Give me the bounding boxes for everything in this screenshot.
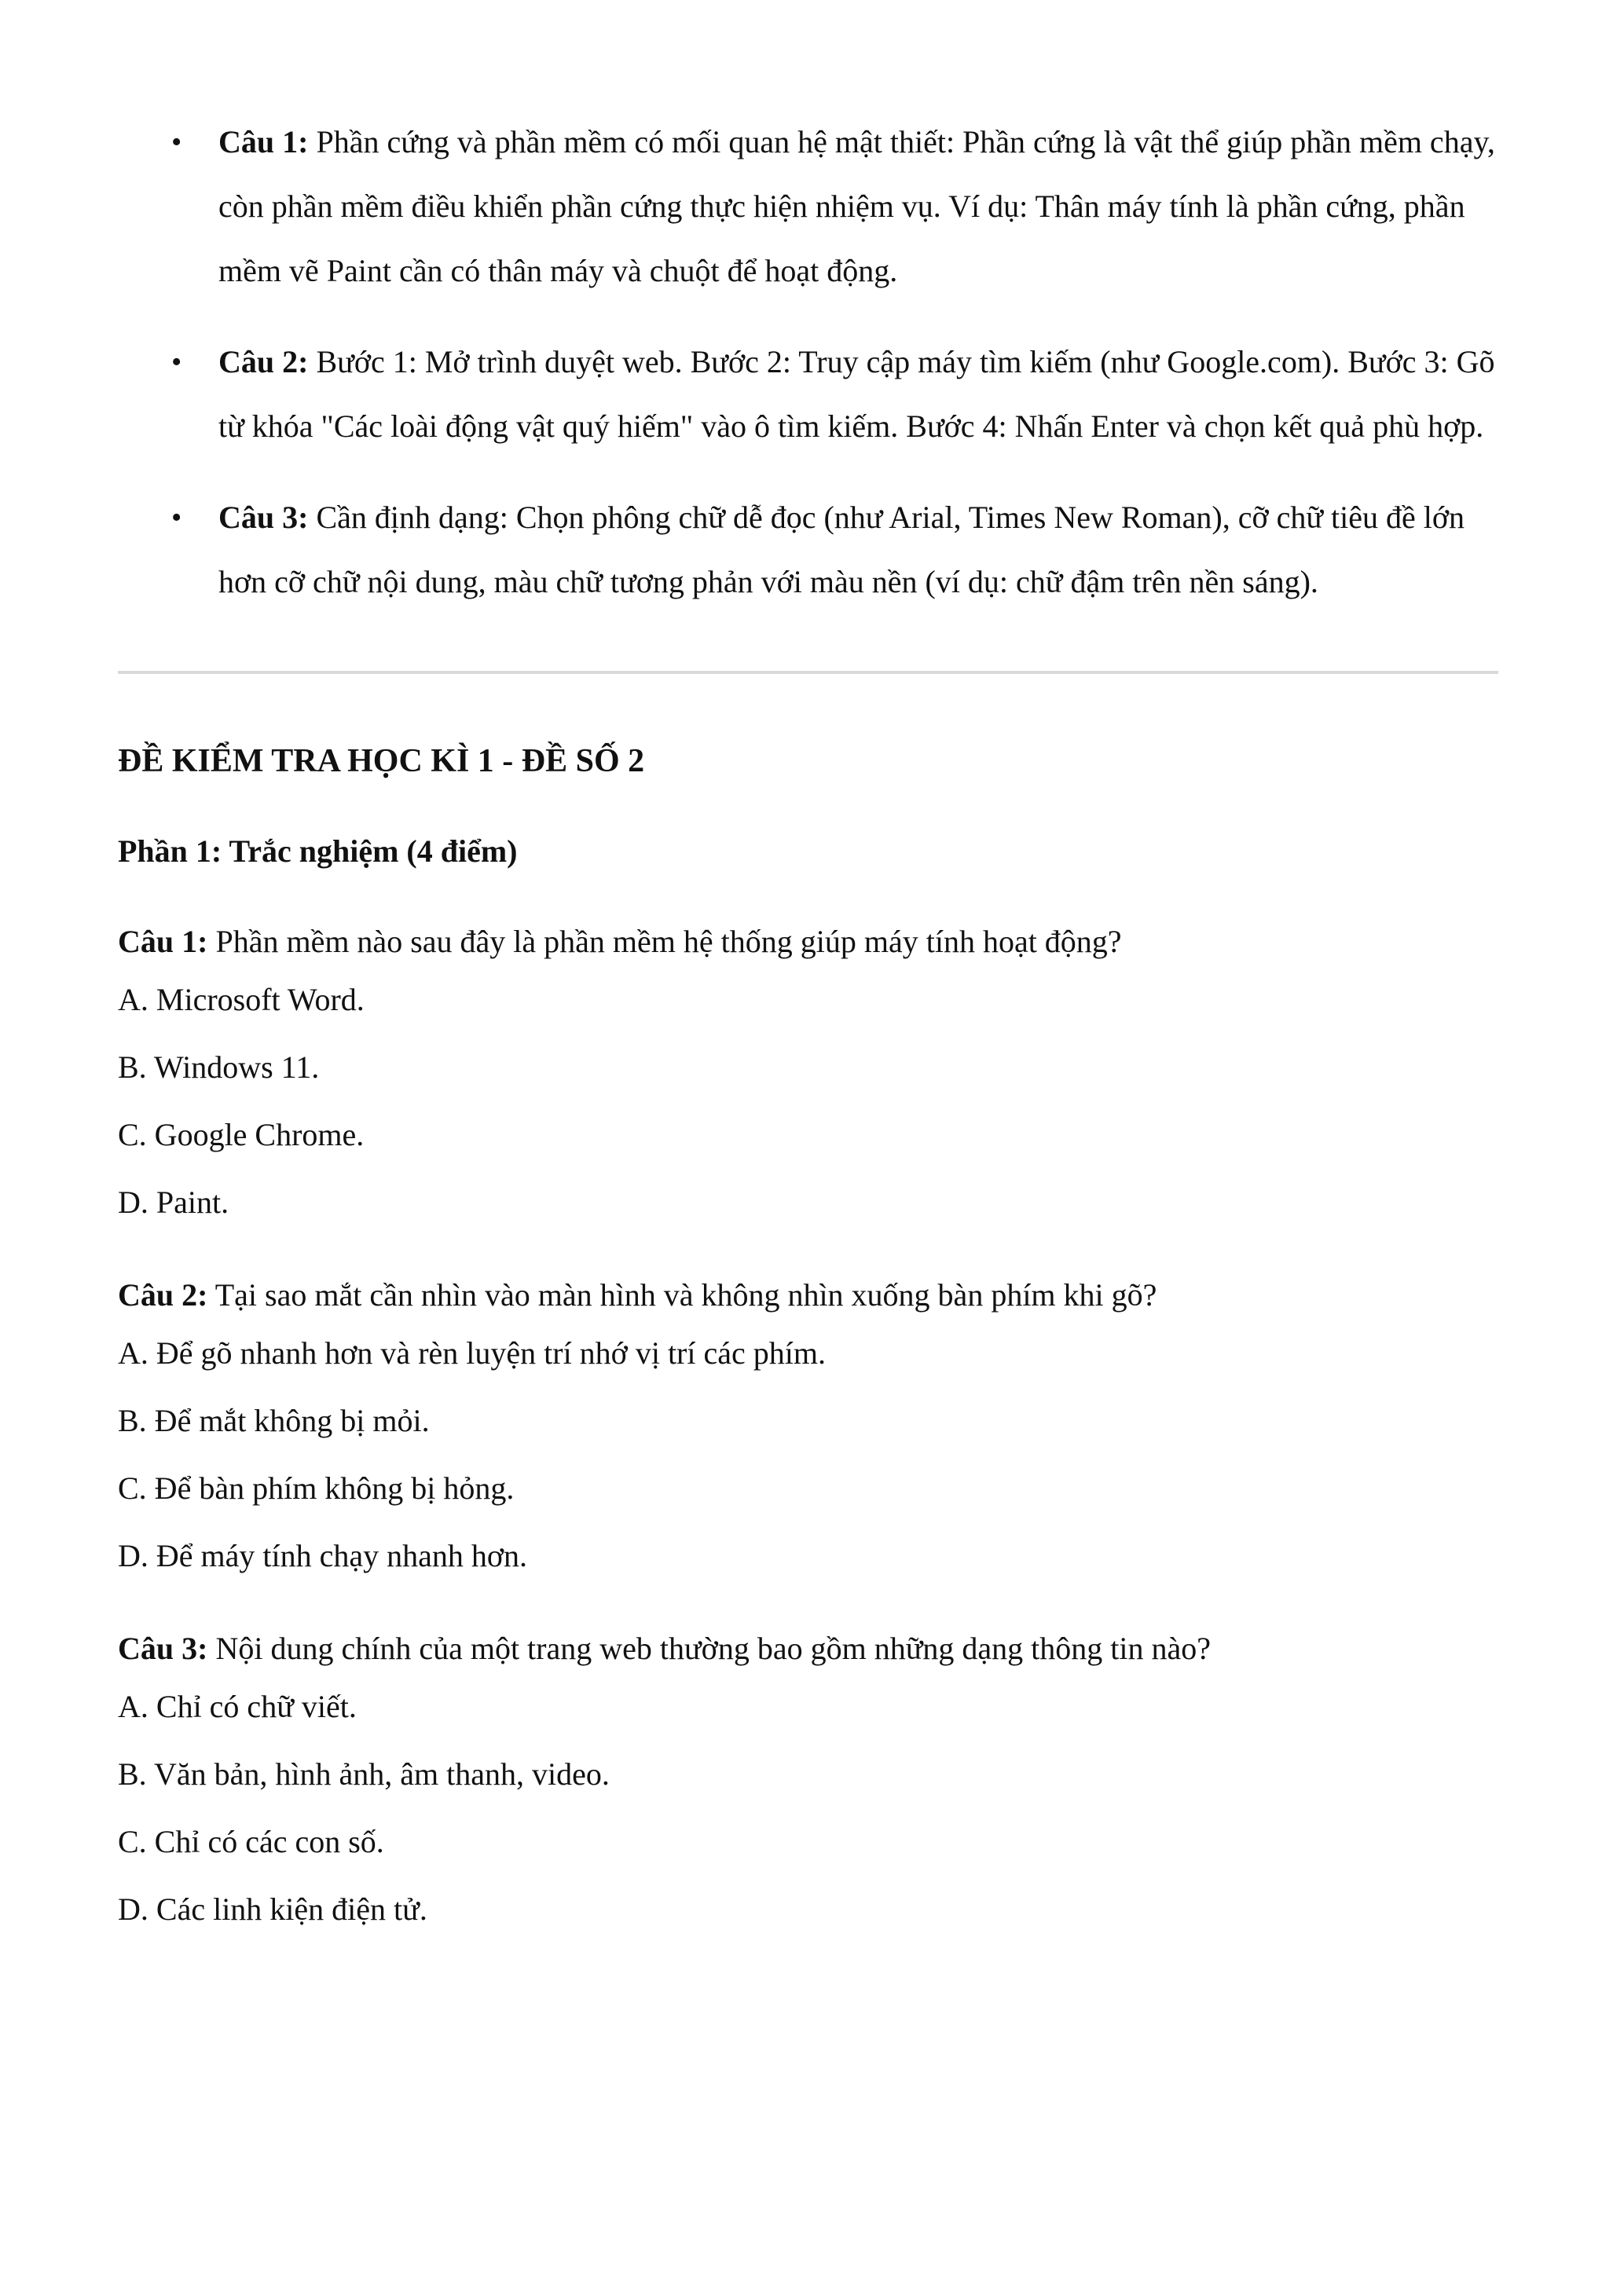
option-line: D. Các linh kiện điện tử. xyxy=(118,1891,427,1927)
exam-title: ĐỀ KIỂM TRA HỌC KÌ 1 - ĐỀ SỐ 2 xyxy=(118,743,645,779)
answer-item xyxy=(218,485,1498,614)
question-block-2 xyxy=(118,1271,1498,1579)
option-line: D. Để máy tính chạy nhanh hơn. xyxy=(118,1538,528,1573)
option-line: A. Microsoft Word. xyxy=(118,982,365,1017)
option-line: C. Chỉ có các con số. xyxy=(118,1824,384,1859)
question-block-1 xyxy=(118,917,1498,1225)
answer-text: Cần định dạng: Chọn phông chữ dễ đọc (như Arial, Times New Roman), cỡ chữ tiêu đề lớn hơn cỡ chữ nội dung, màu chữ tương phản với màu nền (ví dụ: chữ đậm trên nền sáng). xyxy=(218,500,1465,599)
question-text: Phần mềm nào sau đây là phần mềm hệ thống giúp máy tính hoạt động? xyxy=(215,924,1122,959)
answer-text: Phần cứng và phần mềm có mối quan hệ mật thiết: Phần cứng là vật thể giúp phần mềm chạy, còn phần mềm điều khiển phần cứng thực hiện nhiệm vụ. Ví dụ: Thân máy tính là phần cứng, phần mềm vẽ Paint cần có thân máy và chuột để hoạt động. xyxy=(218,124,1495,288)
option-line: A. Chỉ có chữ viết. xyxy=(118,1689,357,1724)
option-line: C. Google Chrome. xyxy=(118,1117,365,1152)
option-line: A. Để gõ nhanh hơn và rèn luyện trí nhớ vị trí các phím. xyxy=(118,1335,826,1371)
option-line: B. Để mắt không bị mỏi. xyxy=(118,1403,430,1438)
question-block-3 xyxy=(118,1624,1498,1932)
question-text: Nội dung chính của một trang web thường bao gồm những dạng thông tin nào? xyxy=(215,1631,1211,1666)
answer-label: Câu 2: xyxy=(218,344,309,379)
question-line xyxy=(118,917,1493,966)
option-line: B. Văn bản, hình ảnh, âm thanh, video. xyxy=(118,1756,610,1792)
question-label: Câu 3: xyxy=(118,1631,208,1666)
section-divider xyxy=(118,671,1498,674)
option-line: B. Windows 11. xyxy=(118,1049,320,1085)
answer-label: Câu 3: xyxy=(218,500,309,535)
answer-label: Câu 1: xyxy=(218,124,309,159)
answer-item xyxy=(218,110,1498,303)
answer-text: Bước 1: Mở trình duyệt web. Bước 2: Truy cập máy tìm kiếm (như Google.com). Bước 3: Gõ từ khóa "Các loài động vật quý hiếm" vào ô tìm kiếm. Bước 4: Nhấn Enter và chọn kết quả phù hợp. xyxy=(218,344,1495,444)
answer-item xyxy=(218,330,1498,459)
question-label: Câu 1: xyxy=(118,924,208,959)
question-line xyxy=(118,1624,1493,1673)
answers-list xyxy=(118,110,1498,614)
question-line xyxy=(118,1271,1493,1320)
question-label: Câu 2: xyxy=(118,1277,208,1313)
option-line: C. Để bàn phím không bị hỏng. xyxy=(118,1470,515,1506)
part-title: Phần 1: Trắc nghiệm (4 điểm) xyxy=(118,833,518,869)
question-text: Tại sao mắt cần nhìn vào màn hình và không nhìn xuống bàn phím khi gõ? xyxy=(214,1277,1157,1313)
option-line: D. Paint. xyxy=(118,1185,229,1220)
